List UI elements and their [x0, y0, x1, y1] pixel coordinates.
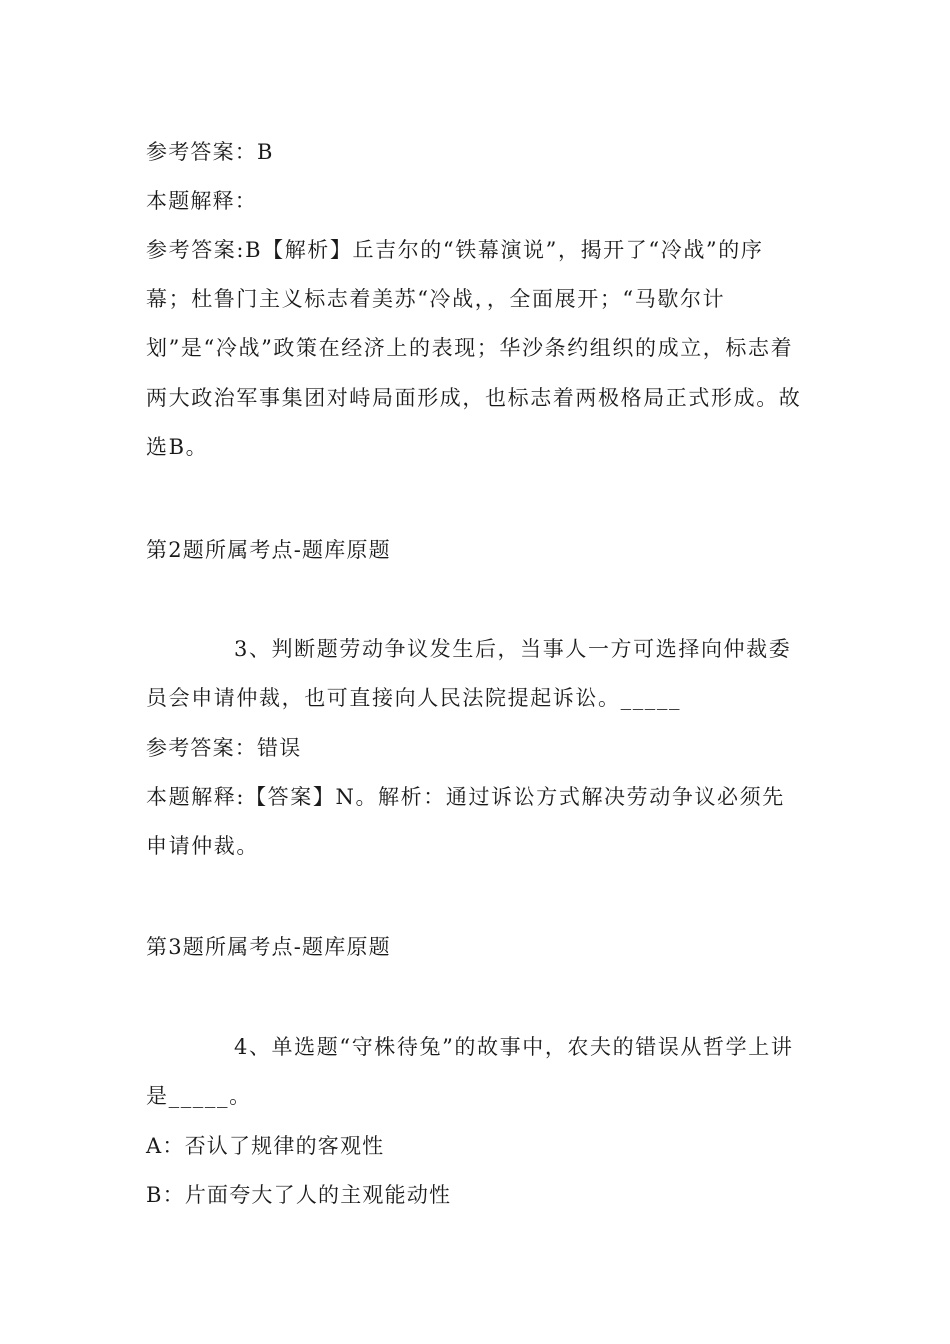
q4-option-b: B：片面夸大了人的主观能动性 — [146, 1183, 452, 1207]
q4-question: 4、单选题“守株待兔”的故事中，农夫的错误从哲学上讲是_____。 — [146, 1035, 794, 1109]
q1-answer-line: 参考答案：B — [146, 140, 274, 164]
section-2-heading: 第2题所属考点-题库原题 — [146, 538, 391, 562]
q4-option-a: A：否认了规律的客观性 — [146, 1134, 385, 1158]
q3-question: 3、判断题劳动争议发生后，当事人一方可选择向仲裁委员会申请仲裁，也可直接向人民法院提起诉讼。_____ — [146, 637, 792, 711]
q1-explanation: 参考答案:B【解析】丘吉尔的“铁幕演说”，揭开了“冷战”的序幕；杜鲁门主义标志着美苏“冷战，，全面展开；“马歇尔计划”是“冷战”政策在经济上的表现；华沙条约组织的成立，标志着两大政治军事集团对峙局面形成，也标志着两极格局正式形成。故选B。 — [146, 238, 802, 459]
q3-explanation: 本题解释:【答案】N。解析：通过诉讼方式解决劳动争议必须先申请仲裁。 — [146, 785, 785, 859]
q1-explain-label: 本题解释： — [146, 189, 257, 213]
section-3-heading: 第3题所属考点-题库原题 — [146, 935, 391, 959]
q3-answer-line: 参考答案：错误 — [146, 736, 302, 760]
